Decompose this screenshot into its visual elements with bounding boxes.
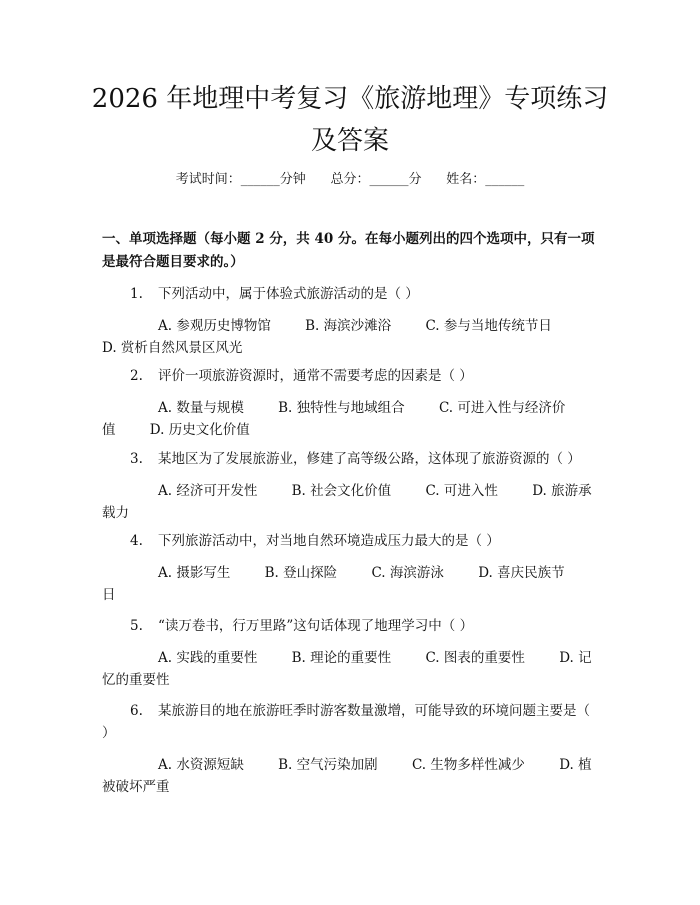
option-b: B. 空气污染加剧	[278, 757, 378, 773]
option-a: A. 摄影写生	[158, 565, 231, 581]
title-line-1: 2026 年地理中考复习《旅游地理》专项练习	[91, 84, 609, 114]
option-c: C. 生物多样性减少	[411, 757, 525, 773]
question-number: 4.	[130, 533, 143, 549]
option-a: A. 数量与规模	[158, 400, 244, 416]
option-b: B. 登山探险	[264, 565, 338, 581]
question-stem: 某地区为了发展旅游业，修建了高等级公路，这体现了旅游资源的（ ）	[158, 451, 581, 467]
question-number: 1.	[130, 286, 143, 302]
question-1	[102, 283, 600, 359]
option-c: C. 图表的重要性	[425, 650, 525, 666]
question-number: 2.	[130, 368, 143, 384]
option-d: D. 喜庆民族节日	[102, 565, 565, 603]
question-stem: “读万卷书，行万里路”这句话体现了地理学习中（ ）	[158, 618, 474, 634]
option-b: B. 理论的重要性	[291, 650, 392, 666]
option-b: B. 独特性与地域组合	[278, 400, 405, 416]
option-c: C. 可进入性	[425, 483, 498, 499]
question-4	[102, 530, 600, 606]
option-d: D. 赏析自然风景区风光	[102, 340, 243, 356]
question-3	[102, 448, 600, 524]
option-d: D. 历史文化价值	[149, 422, 250, 438]
option-a: A. 实践的重要性	[158, 650, 258, 666]
question-number: 3.	[130, 451, 143, 467]
option-c: C. 海滨游泳	[371, 565, 444, 581]
option-d: D. 植被破坏严重	[102, 757, 592, 795]
option-c: C. 参与当地传统节日	[425, 318, 552, 334]
exam-info-line: 考试时间：______分钟 总分：______分 姓名：______	[175, 172, 525, 187]
option-c: C. 可进入性与经济价值	[102, 400, 566, 438]
question-6	[102, 700, 600, 798]
question-stem: 下列旅游活动中，对当地自然环境造成压力最大的是（ ）	[158, 533, 500, 549]
question-2	[102, 365, 600, 441]
option-b: B. 海滨沙滩浴	[305, 318, 392, 334]
section-heading: 一、单项选择题（每小题 2 分，共 40 分。在每小题列出的四个选项中，只有一项是最符合题目要求的。）	[102, 231, 595, 270]
option-d: D. 记忆的重要性	[102, 650, 592, 688]
option-d: D. 旅游承载力	[102, 483, 592, 521]
question-stem: 评价一项旅游资源时，通常不需要考虑的因素是（ ）	[158, 368, 473, 384]
title-line-2: 及答案	[310, 126, 389, 156]
question-5	[102, 615, 600, 691]
option-a: A. 参观历史博物馆	[158, 318, 271, 334]
question-stem: 某旅游目的地在旅游旺季时游客数量激增，可能导致的环境问题主要是（ ）	[102, 703, 590, 741]
option-a: A. 经济可开发性	[158, 483, 258, 499]
question-stem: 下列活动中，属于体验式旅游活动的是（ ）	[158, 286, 419, 302]
question-number: 5.	[130, 618, 143, 634]
option-a: A. 水资源短缺	[158, 757, 244, 773]
question-number: 6.	[130, 703, 143, 719]
document-title	[60, 78, 640, 162]
option-b: B. 社会文化价值	[291, 483, 392, 499]
